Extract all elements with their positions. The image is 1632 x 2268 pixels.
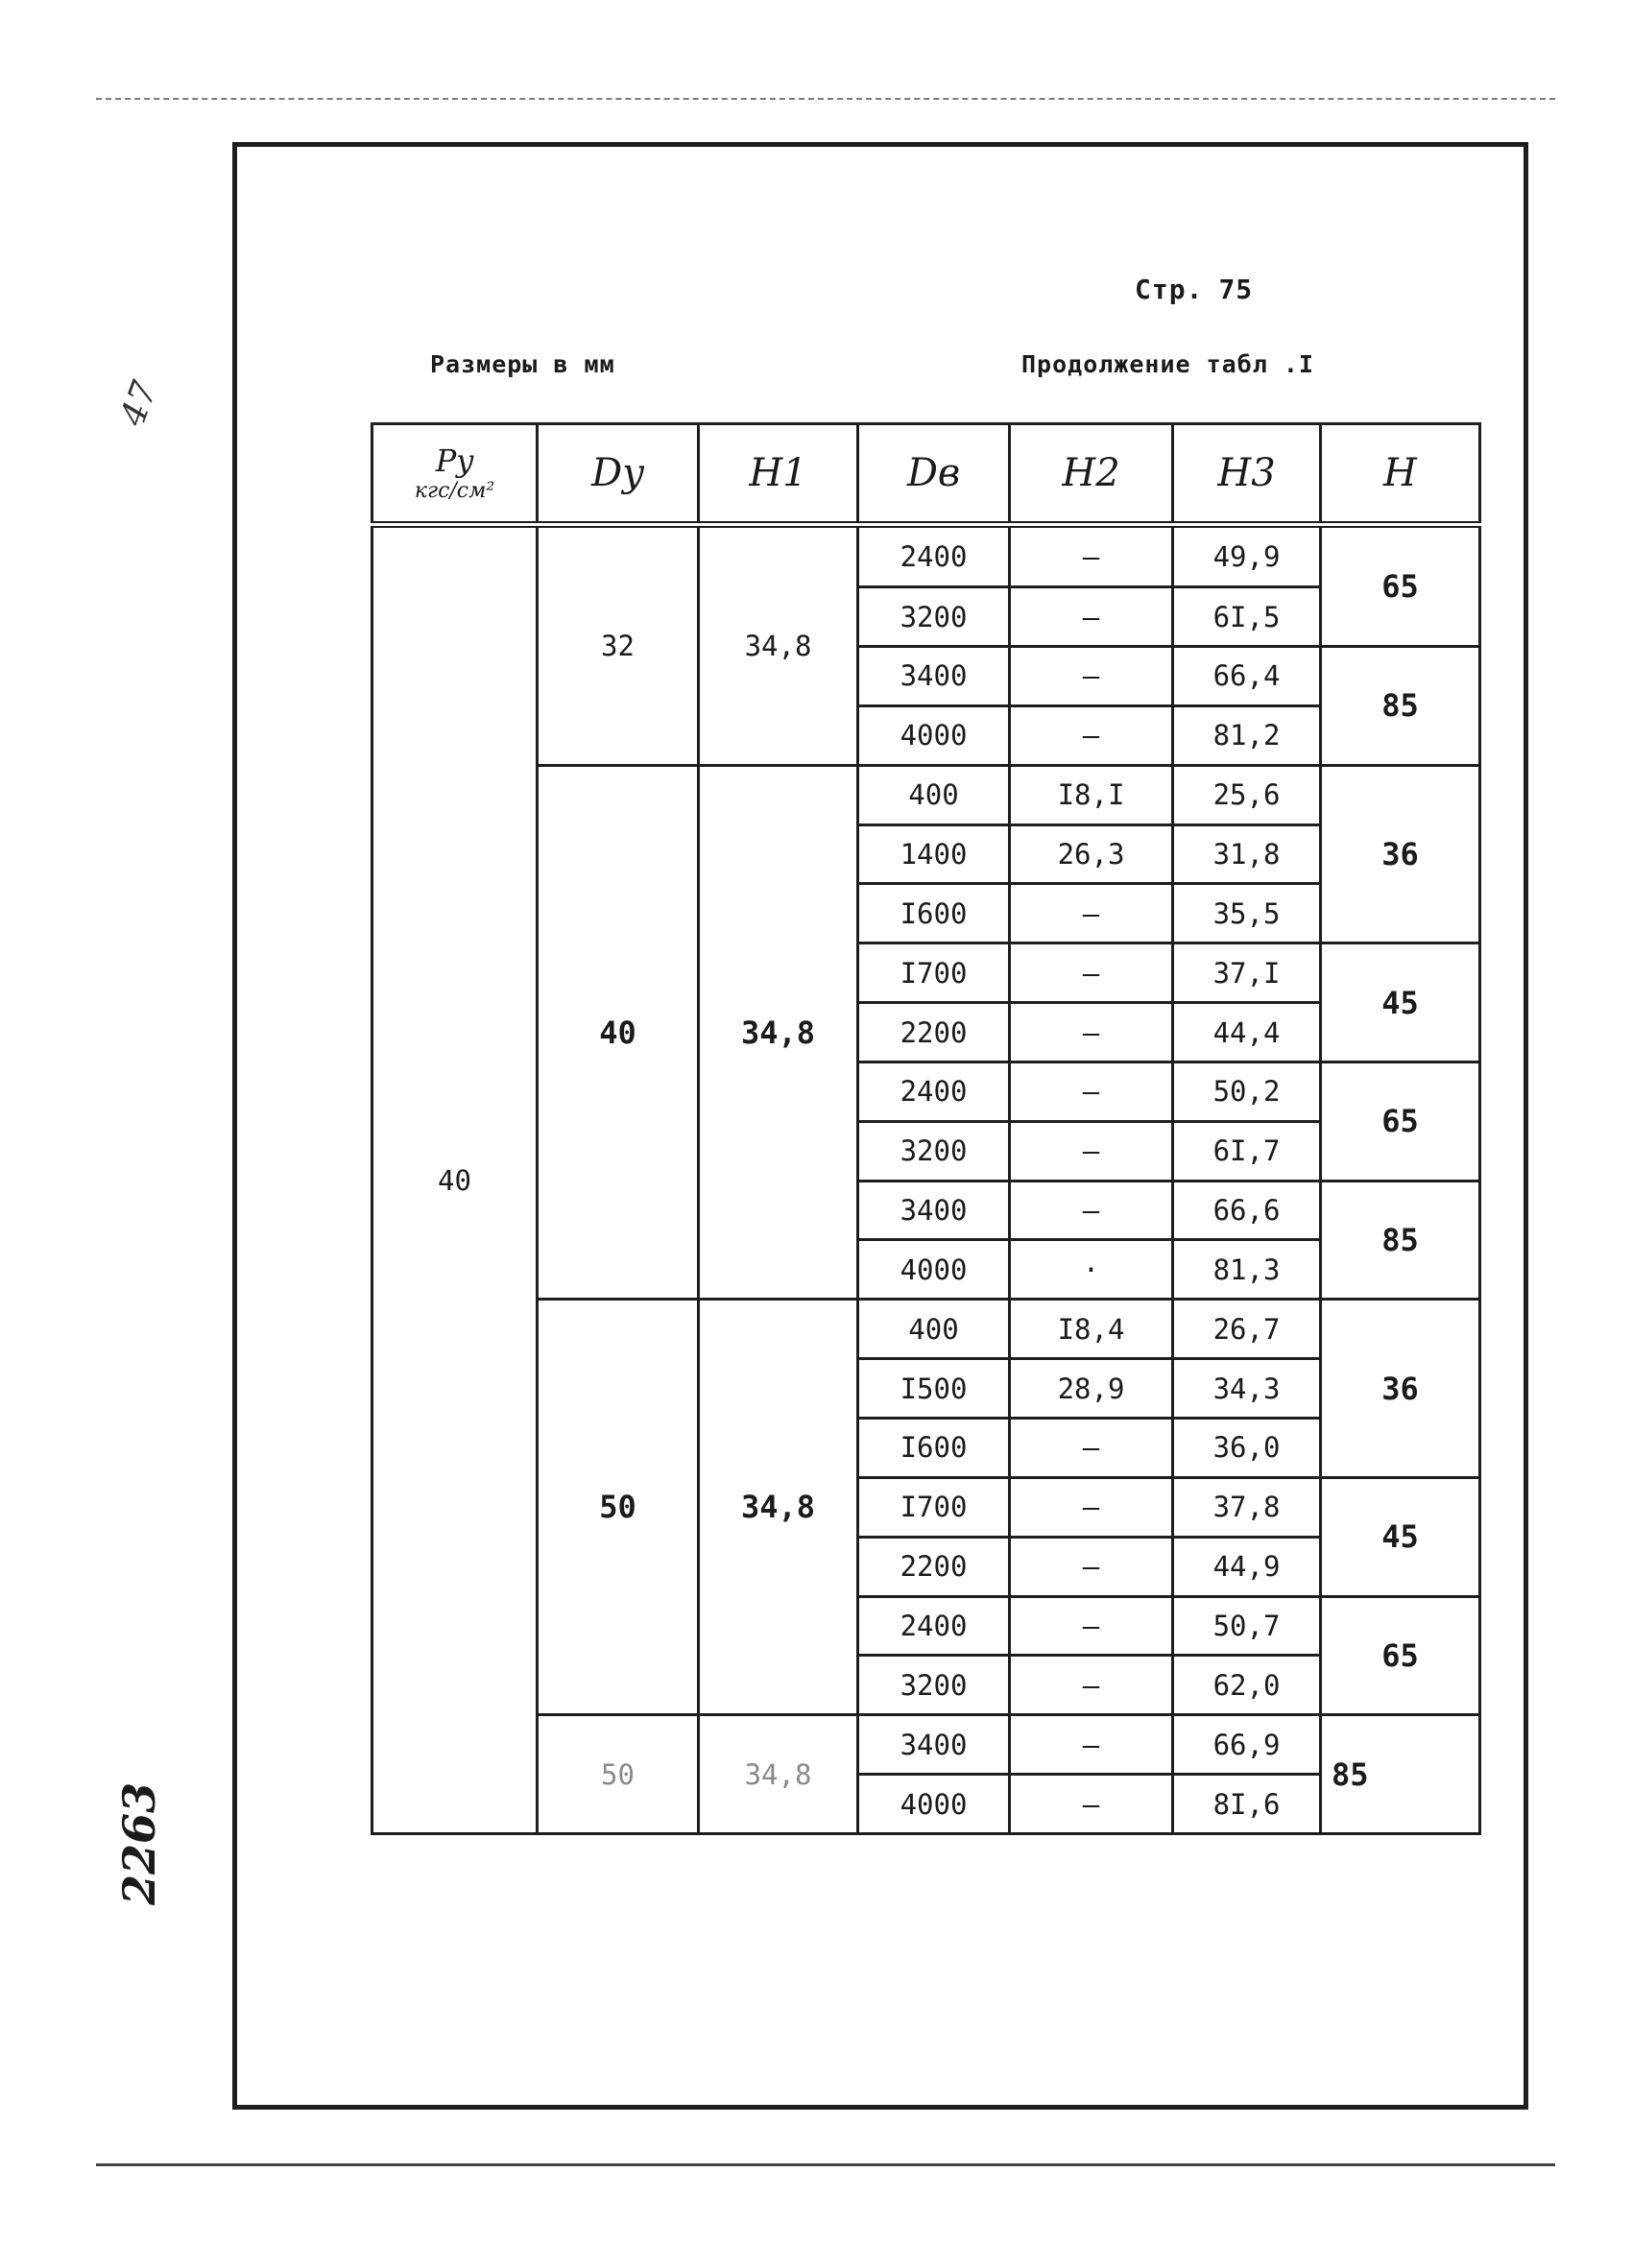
- cell-h1: 34,8: [699, 765, 858, 1300]
- cell-h3: 66,9: [1173, 1715, 1321, 1775]
- cell-h2: —: [1010, 525, 1173, 587]
- cell-db: 3400: [858, 1181, 1010, 1240]
- cell-h2: —: [1010, 1121, 1173, 1181]
- cell-h3: 49,9: [1173, 525, 1321, 587]
- header-dy: Dy: [538, 424, 699, 525]
- cell-dy: 50: [538, 1300, 699, 1715]
- cell-dy: 32: [538, 525, 699, 766]
- cell-h3: 81,3: [1173, 1240, 1321, 1300]
- cell-h2: —: [1010, 1715, 1173, 1775]
- header-py: [372, 424, 538, 525]
- cell-h: 65: [1321, 1596, 1480, 1715]
- cell-h1: 34,8: [699, 525, 858, 766]
- cell-db: 3400: [858, 1715, 1010, 1775]
- table-header-row: [372, 424, 1480, 525]
- cell-h2: —: [1010, 1596, 1173, 1656]
- cell-h2: —: [1010, 1062, 1173, 1121]
- cell-h: 85: [1321, 1715, 1480, 1834]
- cell-h3: 50,2: [1173, 1062, 1321, 1121]
- table-row: [372, 765, 1480, 824]
- cell-h: 85: [1321, 1181, 1480, 1300]
- cell-h2: —: [1010, 647, 1173, 706]
- cell-h2: —: [1010, 1656, 1173, 1715]
- cell-h2: —: [1010, 1537, 1173, 1596]
- table-row: [372, 1715, 1480, 1775]
- page-prefix: Стр.: [1135, 274, 1204, 305]
- cell-db: 3400: [858, 647, 1010, 706]
- cell-h2: —: [1010, 1419, 1173, 1478]
- cell-h2: —: [1010, 705, 1173, 765]
- table-row: [372, 1300, 1480, 1359]
- cell-h: 65: [1321, 1062, 1480, 1181]
- cell-h3: 25,6: [1173, 765, 1321, 824]
- header-h2: H2: [1010, 424, 1173, 525]
- cell-h2: —: [1010, 943, 1173, 1003]
- cell-db: 400: [858, 765, 1010, 824]
- cell-h3: 44,4: [1173, 1003, 1321, 1062]
- cell-h: 36: [1321, 1300, 1480, 1478]
- header-h1: H1: [699, 424, 858, 525]
- cell-db: 400: [858, 1300, 1010, 1359]
- cell-h: 45: [1321, 1477, 1480, 1596]
- page-number: 75: [1218, 274, 1254, 305]
- cell-db: I500: [858, 1359, 1010, 1419]
- cell-h2: —: [1010, 1181, 1173, 1240]
- cell-db: 2400: [858, 525, 1010, 587]
- cell-db: 4000: [858, 1240, 1010, 1300]
- cell-h: 45: [1321, 943, 1480, 1062]
- cell-db: I600: [858, 1419, 1010, 1478]
- cell-h: 85: [1321, 647, 1480, 766]
- cell-dy: 40: [538, 765, 699, 1300]
- cell-h2: 28,9: [1010, 1359, 1173, 1419]
- units-label: Размеры в мм: [430, 350, 615, 378]
- cell-py: 40: [372, 525, 538, 1834]
- cell-h2: ·: [1010, 1240, 1173, 1300]
- cell-h3: 8I,6: [1173, 1775, 1321, 1834]
- margin-handwritten-mark: 47: [112, 375, 166, 432]
- cell-h3: 26,7: [1173, 1300, 1321, 1359]
- cell-db: I700: [858, 943, 1010, 1003]
- cell-h3: 34,3: [1173, 1359, 1321, 1419]
- cell-db: 2200: [858, 1003, 1010, 1062]
- cell-h3: 50,7: [1173, 1596, 1321, 1656]
- cell-db: I700: [858, 1477, 1010, 1537]
- cell-h2: —: [1010, 1477, 1173, 1537]
- table-continuation-label: Продолжение табл .I: [1021, 350, 1314, 378]
- cell-h3: 66,4: [1173, 647, 1321, 706]
- header-py-unit: кгс/см²: [414, 479, 495, 503]
- dimensions-table: [371, 422, 1481, 1835]
- table-row: [372, 525, 1480, 587]
- cell-h2: —: [1010, 1003, 1173, 1062]
- cell-h1: 34,8: [699, 1300, 858, 1715]
- archive-number: 2263: [113, 1781, 165, 1905]
- cell-h3: 37,8: [1173, 1477, 1321, 1537]
- cell-h: 65: [1321, 525, 1480, 647]
- cell-db: 3200: [858, 587, 1010, 647]
- header-h3: H3: [1173, 424, 1321, 525]
- cell-h3: 62,0: [1173, 1656, 1321, 1715]
- cell-h3: 31,8: [1173, 824, 1321, 884]
- cell-h3: 44,9: [1173, 1537, 1321, 1596]
- cell-h3: 6I,5: [1173, 587, 1321, 647]
- cell-h3: 36,0: [1173, 1419, 1321, 1478]
- cell-h2: —: [1010, 587, 1173, 647]
- cell-h3: 81,2: [1173, 705, 1321, 765]
- cell-h2: I8,4: [1010, 1300, 1173, 1359]
- cell-db: 2200: [858, 1537, 1010, 1596]
- cell-h3: 35,5: [1173, 884, 1321, 943]
- header-h: H: [1321, 424, 1480, 525]
- cell-h3: 66,6: [1173, 1181, 1321, 1240]
- cell-db: 1400: [858, 824, 1010, 884]
- cell-h3: 6I,7: [1173, 1121, 1321, 1181]
- cell-db: I600: [858, 884, 1010, 943]
- cell-h2: —: [1010, 1775, 1173, 1834]
- cell-h2: —: [1010, 884, 1173, 943]
- cell-h3: 37,I: [1173, 943, 1321, 1003]
- cell-db: 2400: [858, 1062, 1010, 1121]
- cell-h1: 34,8: [699, 1715, 858, 1834]
- cell-h: 36: [1321, 765, 1480, 943]
- header-db: Dв: [858, 424, 1010, 525]
- cell-db: 4000: [858, 1775, 1010, 1834]
- cell-h2: I8,I: [1010, 765, 1173, 824]
- cell-db: 2400: [858, 1596, 1010, 1656]
- cell-db: 3200: [858, 1121, 1010, 1181]
- page-number-label: [1135, 274, 1253, 305]
- cell-h2: 26,3: [1010, 824, 1173, 884]
- cell-db: 4000: [858, 705, 1010, 765]
- header-py-symbol: Py: [435, 442, 474, 479]
- cell-db: 3200: [858, 1656, 1010, 1715]
- cell-dy: 50: [538, 1715, 699, 1834]
